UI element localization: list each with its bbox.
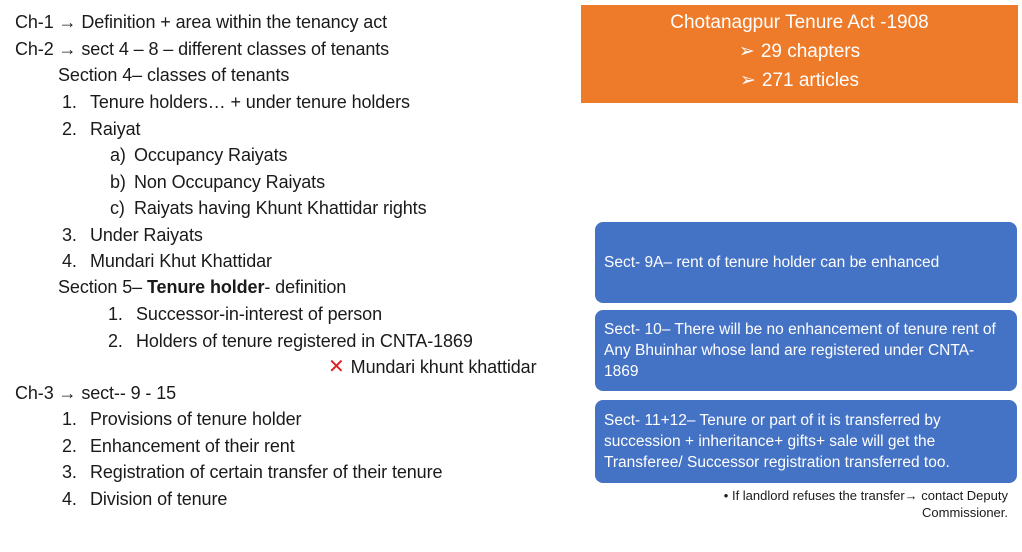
act-title: Chotanagpur Tenure Act -1908 (670, 12, 929, 33)
list-item: b) Non Occupancy Raiyats (110, 172, 325, 192)
act-summary-box (581, 5, 1018, 103)
list-item: 2. Enhancement of their rent (62, 436, 295, 456)
section-10-box (595, 310, 1017, 391)
list-item: 2. Raiyat (62, 119, 141, 139)
cross-icon: ✕ (328, 356, 345, 378)
list-item: 1. Provisions of tenure holder (62, 409, 302, 429)
exclusion-note: ✕ Mundari khunt khattidar (328, 356, 537, 378)
section-10-text: Sect- 10– There will be no enhancement of tenure rent of Any Bhuinhar whose land are registered under CNTA-1869 (604, 321, 996, 380)
list-item: 1. Successor-in-interest of person (108, 304, 383, 324)
act-chapters: ➢ 29 chapters (581, 37, 1018, 66)
section-5-title: Section 5– Tenure holder- definition (58, 277, 347, 297)
list-item: 3. Under Raiyats (62, 225, 203, 245)
list-item: c) Raiyats having Khunt Khattidar rights (110, 198, 427, 218)
chapter-1-heading: Ch-1 → Definition + area within the tenancy act (15, 12, 387, 32)
list-item: 3. Registration of certain transfer of their tenure (62, 462, 443, 482)
section-4-title: Section 4– classes of tenants (58, 65, 290, 85)
list-item: 4. Mundari Khut Khattidar (62, 251, 272, 271)
section-11-12-text: Sect- 11+12– Tenure or part of it is transferred by succession + inheritance+ gifts+ sale will get the Transferee/ Successor registration transferred too. (604, 412, 950, 471)
list-item: 2. Holders of tenure registered in CNTA-1869 (108, 331, 473, 351)
section-11-12-box (595, 400, 1017, 483)
chapter-2-heading: Ch-2 → sect 4 – 8 – different classes of tenants (15, 39, 390, 59)
section-9a-box (595, 222, 1017, 303)
list-item: a) Occupancy Raiyats (110, 145, 288, 165)
section-9a-text: Sect- 9A– rent of tenure holder can be enhanced (604, 254, 940, 271)
act-articles: ➢ 271 articles (581, 66, 1018, 95)
chapter-3-heading: Ch-3 → sect-- 9 - 15 (15, 383, 177, 403)
list-item: 1. Tenure holders… + under tenure holders (62, 92, 410, 112)
list-item: 4. Division of tenure (62, 489, 228, 509)
transfer-note: • If landlord refuses the transfer→ contact Deputy Commissioner. (723, 488, 1008, 520)
